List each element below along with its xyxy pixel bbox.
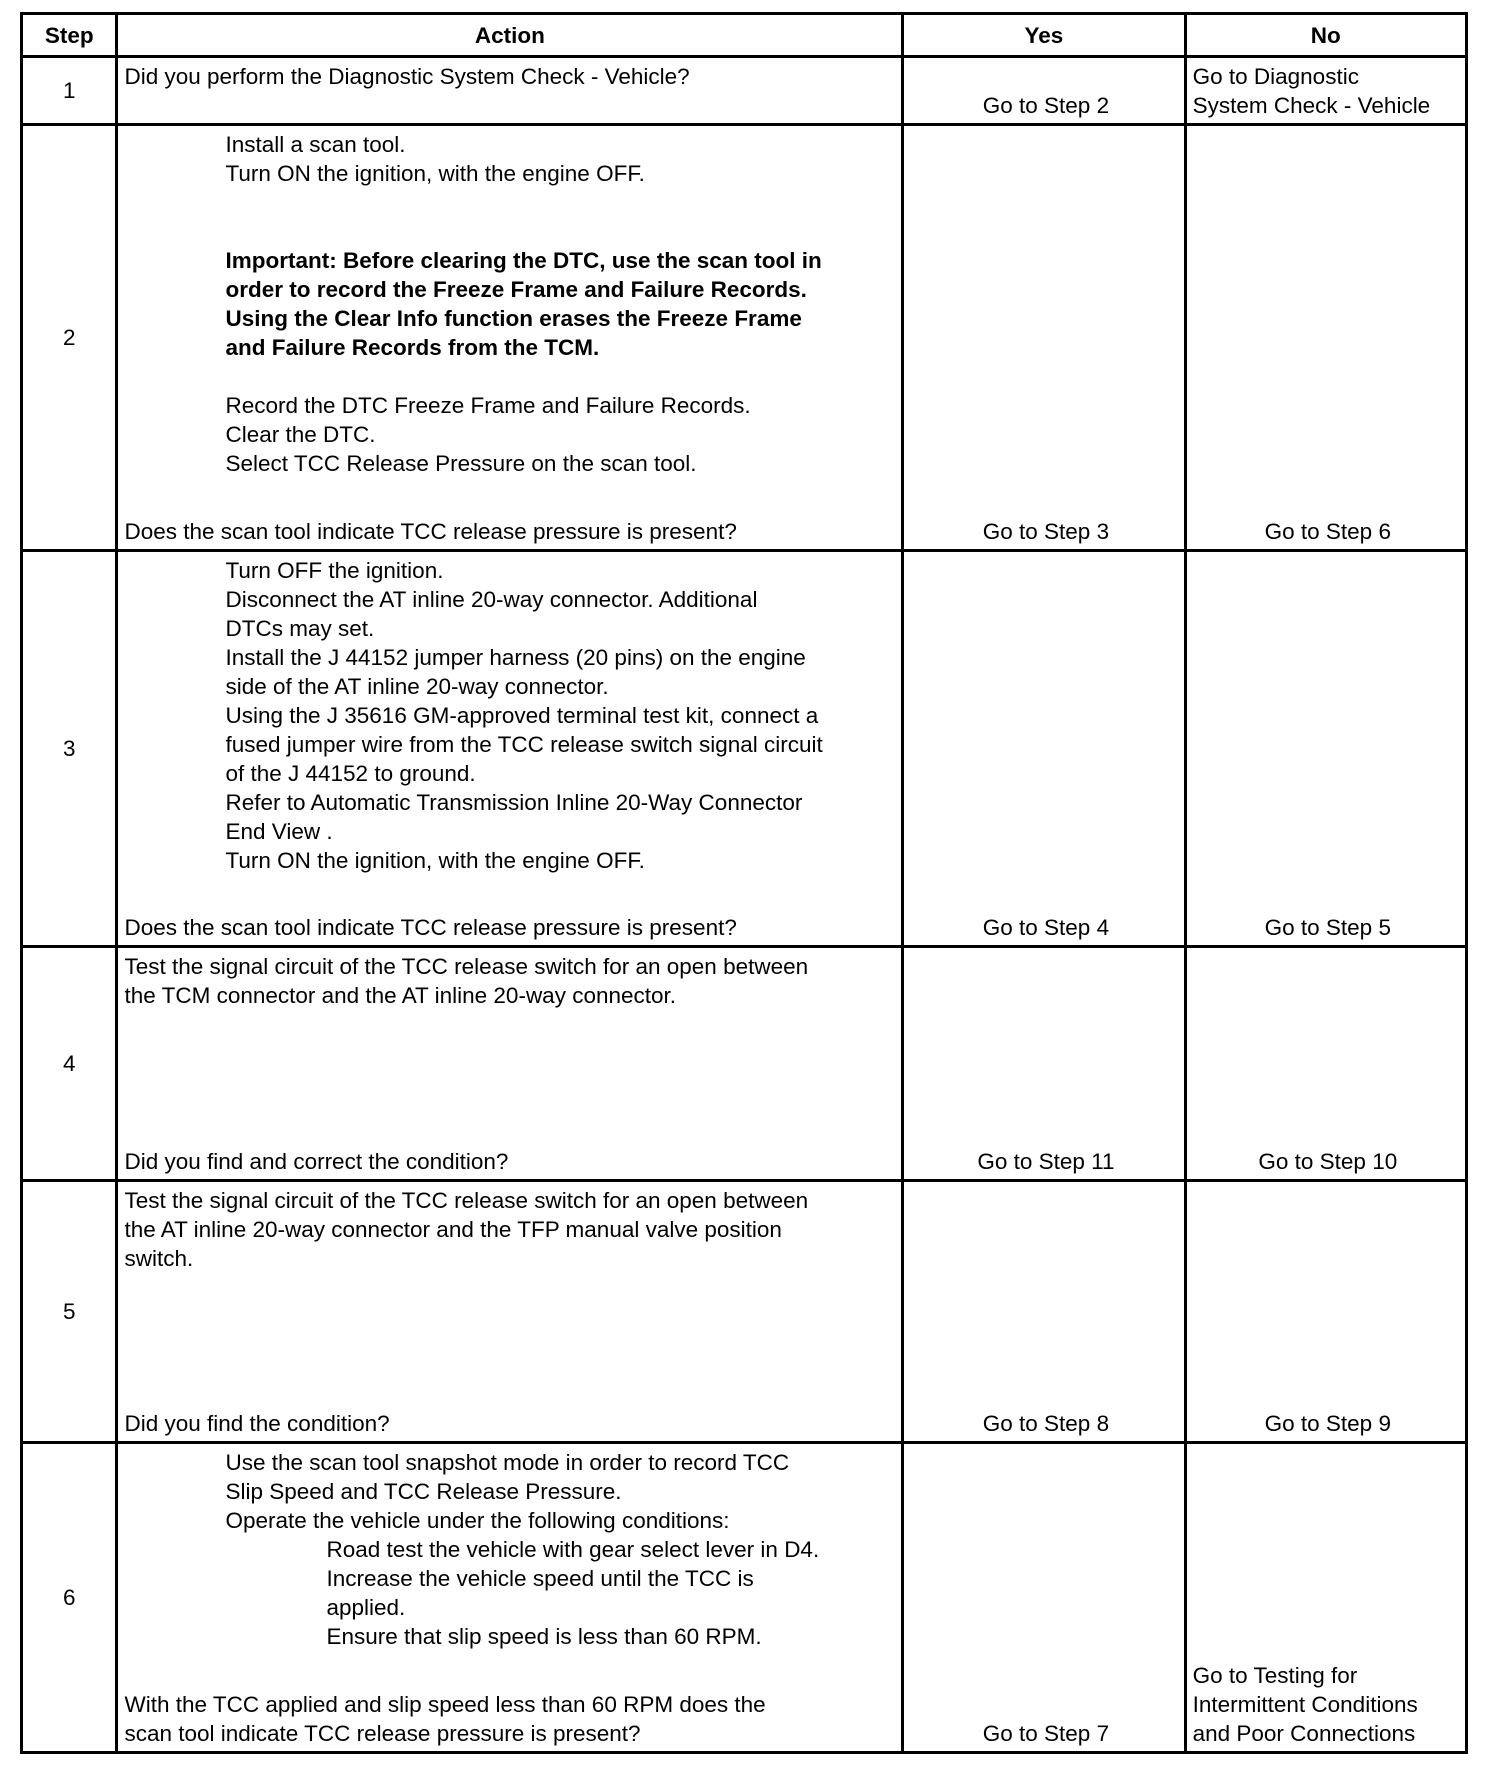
step-number: 2 (22, 125, 117, 551)
action-line: Turn OFF the ignition. (225, 558, 444, 583)
action-line: Turn ON the ignition, with the engine OFF. (225, 848, 645, 873)
action-question: Did you find the condition? (124, 1411, 390, 1436)
action-line: the AT inline 20-way connector and the TFP manual valve position (124, 1217, 782, 1242)
action-line: Select TCC Release Pressure on the scan tool. (225, 451, 697, 476)
action-line: Using the J 35616 GM-approved terminal test kit, connect a (225, 703, 819, 728)
action-line: Install the J 44152 jumper harness (20 pins) on the engine (225, 645, 806, 670)
step-number: 5 (22, 1181, 117, 1443)
no-cell: Go to Step 9 (1185, 1181, 1466, 1443)
no-cell: Go to Step 5 (1185, 551, 1466, 947)
action-line: switch. (124, 1246, 194, 1271)
action-line: End View . (225, 819, 333, 844)
header-yes: Yes (903, 14, 1185, 57)
action-line: Turn ON the ignition, with the engine OFF. (225, 161, 645, 186)
action-cell (117, 551, 903, 947)
no-line: System Check - Vehicle (1192, 93, 1431, 118)
action-line: Test the signal circuit of the TCC release switch for an open between (124, 1188, 809, 1213)
action-line: Slip Speed and TCC Release Pressure. (225, 1479, 622, 1504)
action-line: Record the DTC Freeze Frame and Failure Records. (225, 393, 751, 418)
step-number: 6 (22, 1443, 117, 1753)
action-line: fused jumper wire from the TCC release switch signal circuit (225, 732, 823, 757)
action-line: Operate the vehicle under the following conditions: (225, 1508, 730, 1533)
action-subline: applied. (326, 1595, 406, 1620)
action-question: Did you find and correct the condition? (124, 1149, 509, 1174)
action-line: of the J 44152 to ground. (225, 761, 476, 786)
action-cell (117, 1181, 903, 1443)
header-step: Step (22, 14, 117, 57)
step-number: 4 (22, 947, 117, 1181)
action-question: Does the scan tool indicate TCC release pressure is present? (124, 915, 737, 940)
no-cell: Go to Step 6 (1185, 125, 1466, 551)
action-cell (117, 57, 903, 125)
action-line: Refer to Automatic Transmission Inline 20-Way Connector (225, 790, 803, 815)
action-line: Install a scan tool. (225, 132, 406, 157)
action-question: Does the scan tool indicate TCC release pressure is present? (124, 519, 737, 544)
no-cell (1185, 1443, 1466, 1753)
action-subline: Road test the vehicle with gear select lever in D4. (326, 1537, 820, 1562)
action-line: Disconnect the AT inline 20-way connector. Additional (225, 587, 758, 612)
table-row (22, 1181, 1467, 1443)
diagnostic-table (20, 12, 1468, 1754)
no-line: Go to Diagnostic (1192, 64, 1359, 89)
action-subline: Increase the vehicle speed until the TCC is (326, 1566, 754, 1591)
action-cell (117, 125, 903, 551)
table-row (22, 551, 1467, 947)
action-cell (117, 1443, 903, 1753)
yes-cell: Go to Step 3 (903, 125, 1185, 551)
action-line: DTCs may set. (225, 616, 375, 641)
yes-cell: Go to Step 2 (903, 57, 1185, 125)
header-row (22, 14, 1467, 57)
table-row (22, 947, 1467, 1181)
no-line: Intermittent Conditions (1192, 1692, 1418, 1717)
step-number: 1 (22, 57, 117, 125)
important-note: and Failure Records from the TCM. (225, 335, 600, 360)
no-line: and Poor Connections (1192, 1721, 1416, 1746)
important-note: Important: Before clearing the DTC, use the scan tool in (225, 248, 822, 273)
action-subline: Ensure that slip speed is less than 60 RPM. (326, 1624, 762, 1649)
action-line: Clear the DTC. (225, 422, 376, 447)
yes-cell: Go to Step 4 (903, 551, 1185, 947)
yes-cell: Go to Step 8 (903, 1181, 1185, 1443)
action-line: Use the scan tool snapshot mode in order to record TCC (225, 1450, 790, 1475)
table-row (22, 125, 1467, 551)
action-line: Test the signal circuit of the TCC release switch for an open between (124, 954, 809, 979)
no-cell: Go to Step 10 (1185, 947, 1466, 1181)
yes-cell: Go to Step 7 (903, 1443, 1185, 1753)
action-question: scan tool indicate TCC release pressure is present? (124, 1721, 641, 1746)
table-row (22, 57, 1467, 125)
important-note: order to record the Freeze Frame and Failure Records. (225, 277, 807, 302)
step-number: 3 (22, 551, 117, 947)
action-question: Did you perform the Diagnostic System Check - Vehicle? (124, 64, 690, 89)
important-note: Using the Clear Info function erases the Freeze Frame (225, 306, 802, 331)
yes-cell: Go to Step 11 (903, 947, 1185, 1181)
action-cell (117, 947, 903, 1181)
table-row (22, 1443, 1467, 1753)
action-question: With the TCC applied and slip speed less than 60 RPM does the (124, 1692, 766, 1717)
no-cell (1185, 57, 1466, 125)
action-line: side of the AT inline 20-way connector. (225, 674, 609, 699)
action-line: the TCM connector and the AT inline 20-way connector. (124, 983, 677, 1008)
header-action: Action (117, 14, 903, 57)
no-line: Go to Testing for (1192, 1663, 1358, 1688)
header-no: No (1185, 14, 1466, 57)
